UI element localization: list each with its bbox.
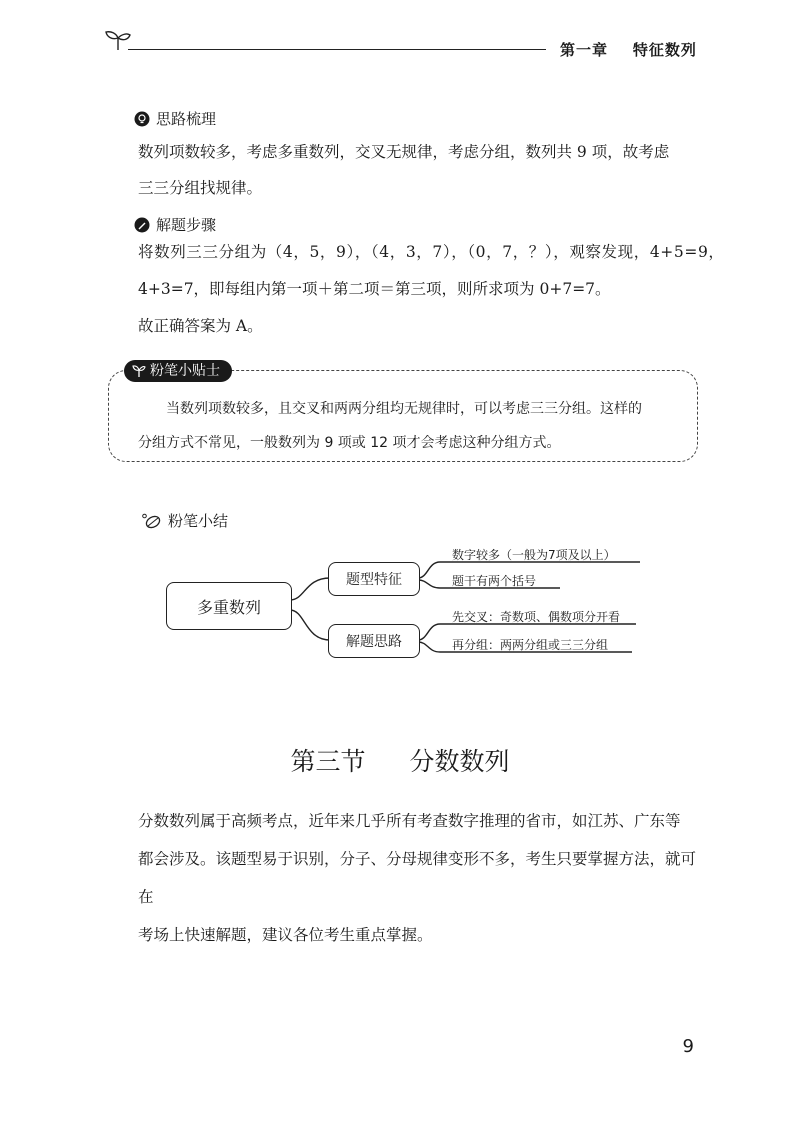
tip-line: 当数列项数较多，且交叉和两两分组均无规律时，可以考虑三三分组。这样的 — [166, 401, 642, 417]
thinking-title: 思路梳理 — [156, 110, 217, 128]
section-paragraph — [138, 802, 706, 954]
steps-title: 解题步骤 — [156, 216, 217, 234]
steps-line-1: 将数列三三分组为（4，5，9），（4，3，7），（0，7，？），观察发现，4+5=9， — [138, 243, 725, 261]
section-line: 分数数列属于高频考点，近年来几乎所有考查数字推理的省市，如江苏、广东等 — [138, 812, 681, 830]
section-line: 都会涉及。该题型易于识别，分子、分母规律变形不多，考生只要掌握方法，就可在 — [138, 850, 697, 906]
mindmap-branch: 题型特征 — [328, 562, 420, 596]
mindmap-leaf: 数字较多（一般为7项及以上） — [452, 548, 616, 562]
mindmap-leaf: 题干有两个括号 — [452, 574, 537, 588]
section-title: 第三节 分数数列 — [290, 747, 510, 776]
tip-line: 分组方式不常见，一般数列为 9 项或 12 项才会考虑这种分组方式。 — [138, 435, 561, 451]
summary-title: 粉笔小结 — [168, 512, 229, 530]
tip-label-text: 粉笔小贴士 — [150, 363, 220, 379]
thinking-line: 数列项数较多，考虑多重数列，交叉无规律，考虑分组，数列共 9 项，故考虑 — [138, 143, 670, 161]
page-number: 9 — [682, 1036, 694, 1057]
mindmap-branch: 解题思路 — [328, 624, 420, 658]
mindmap-root: 多重数列 — [166, 582, 292, 630]
thinking-line: 三三分组找规律。 — [138, 179, 263, 197]
steps-answer: 故正确答案为 A。 — [138, 317, 263, 335]
mindmap-leaf: 先交叉：奇数项、偶数项分开看 — [452, 610, 621, 624]
mindmap-leaf: 再分组：两两分组或三三分组 — [452, 638, 609, 652]
section-line: 考场上快速解题，建议各位考生重点掌握。 — [138, 926, 433, 944]
chapter-title: 第一章 特征数列 — [560, 41, 697, 59]
steps-line-2: 4+3=7，即每组内第一项＋第二项＝第三项，则所求项为 0+7=7。 — [138, 280, 611, 298]
